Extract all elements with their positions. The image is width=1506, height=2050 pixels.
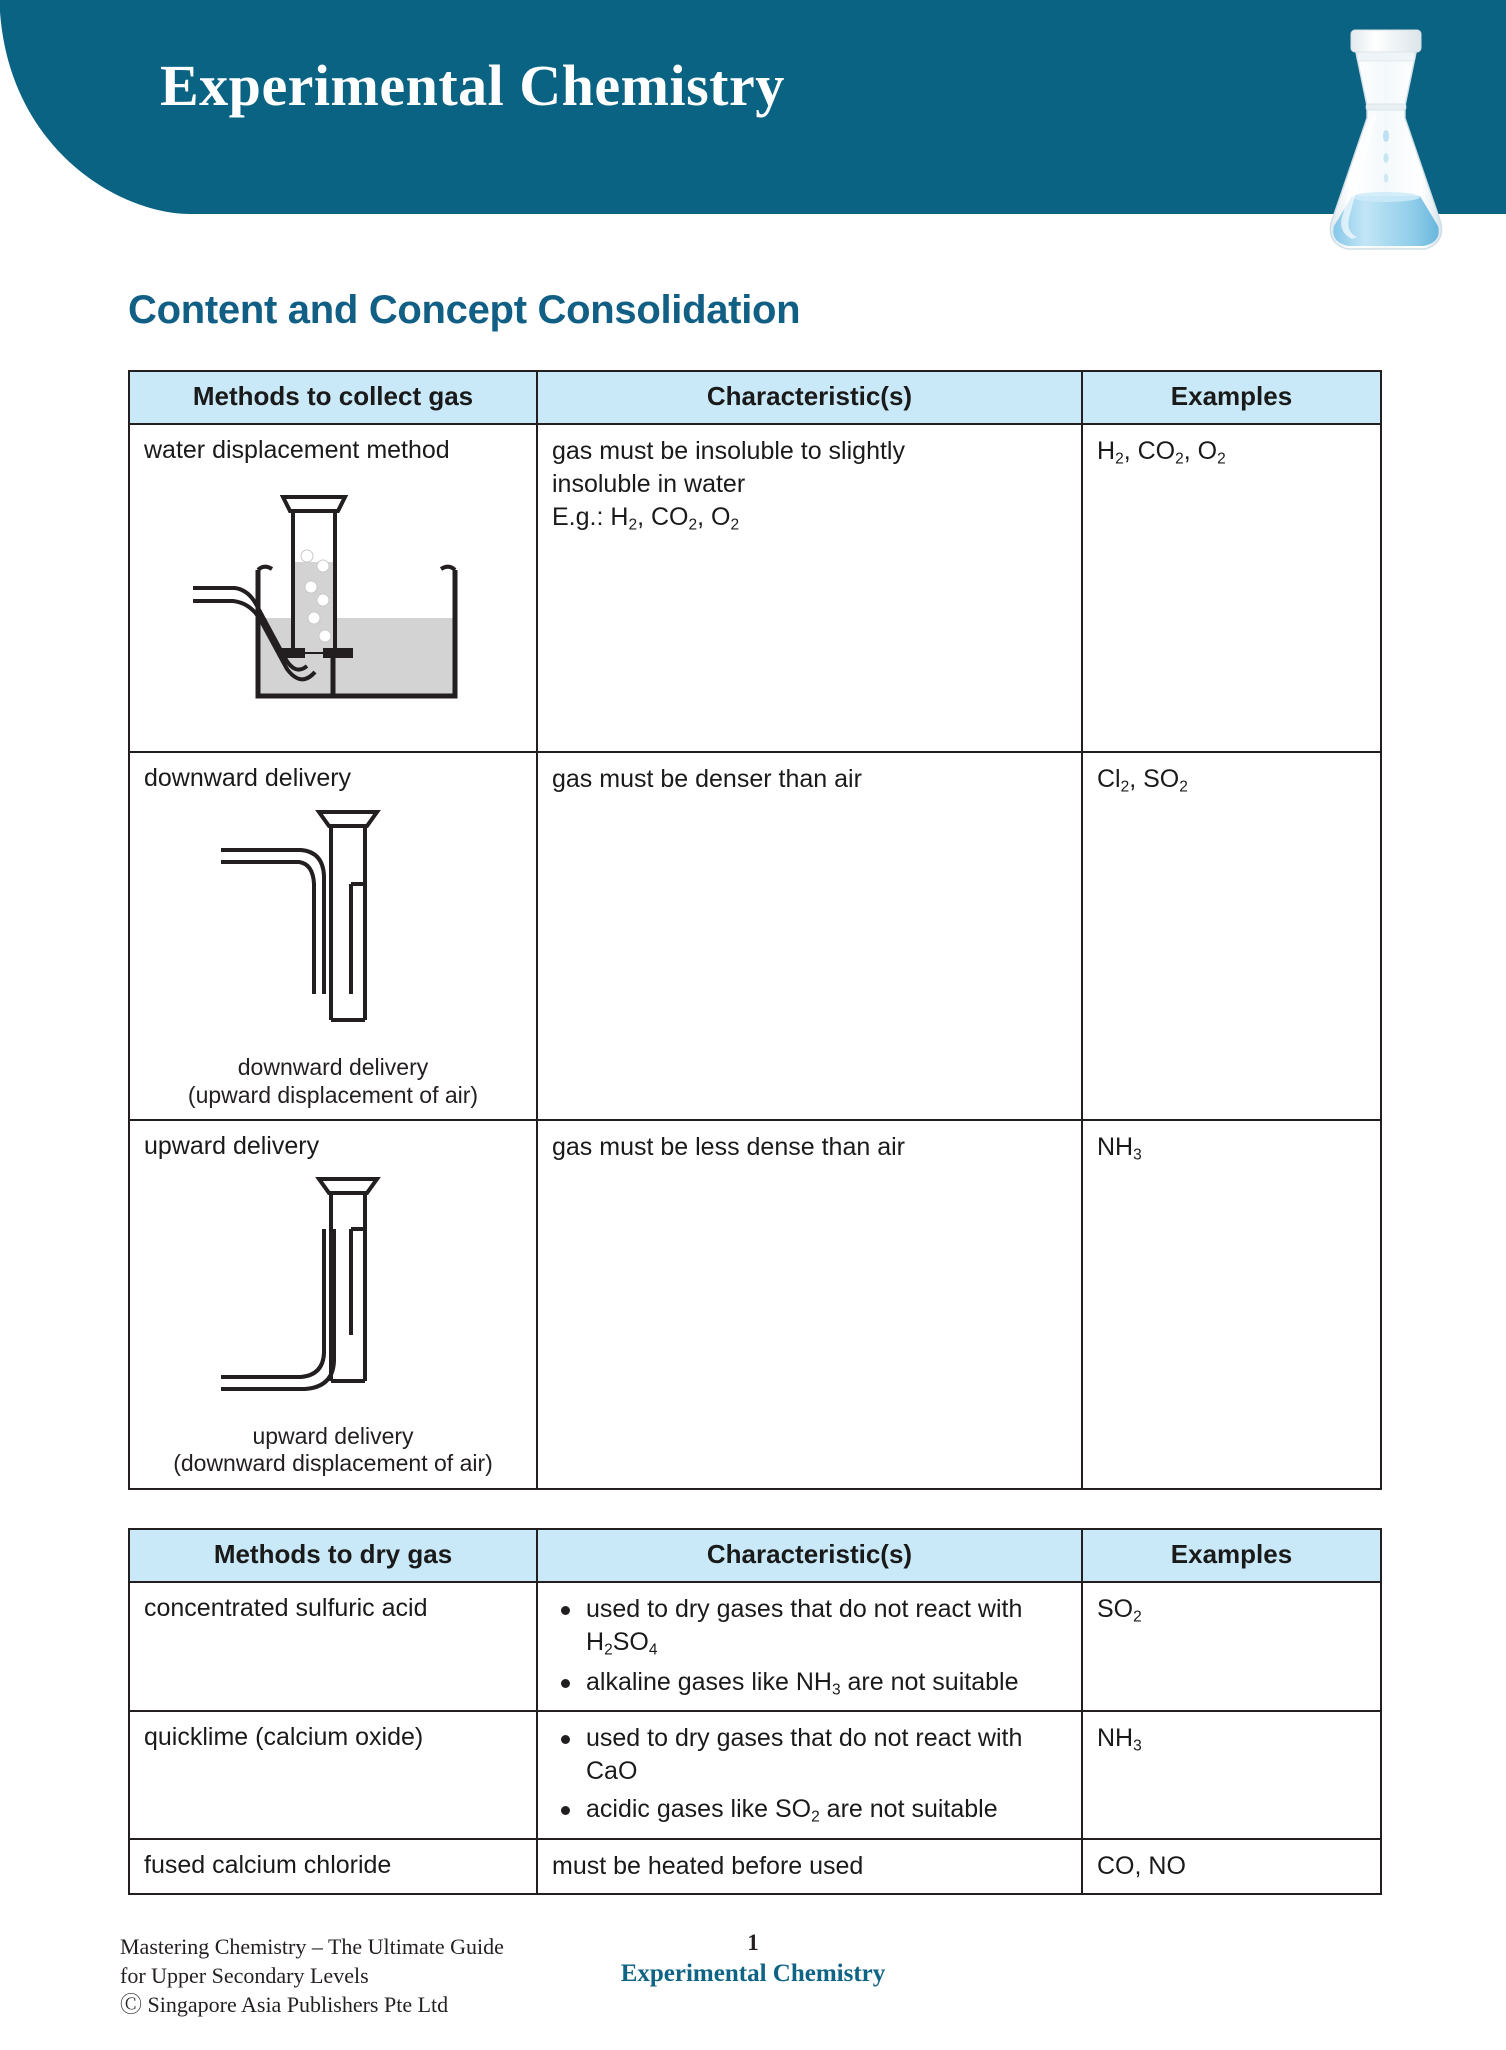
cell-characteristic-water-displacement (537, 424, 1082, 752)
footer-center-block (0, 1930, 1506, 1988)
characteristic-line-1: gas must be insoluble to slightly (552, 437, 905, 465)
footer-chapter-title: Experimental Chemistry (620, 1960, 886, 1987)
characteristic-line-2: insoluble in water (552, 470, 746, 498)
diagram-caption-line-1: downward delivery (237, 1054, 429, 1081)
bullet-item: alkaline gases like $NH_3$ are not suitable (586, 1666, 1067, 1700)
diagram-caption-line-2: (downward displacement of air) (173, 1450, 493, 1477)
method-label: water displacement method (144, 436, 450, 464)
characteristic-value: gas must be denser than air (552, 765, 862, 793)
footer-line-1: Mastering Chemistry – The Ultimate Guide (120, 1934, 504, 1959)
examples-value: $Cl_2$, $SO_2$ (1097, 765, 1188, 796)
water-displacement-apparatus-diagram (144, 470, 522, 727)
method-label: downward delivery (144, 764, 352, 792)
cell-examples-downward-delivery (1082, 752, 1381, 1120)
bullet-item: used to dry gases that do not react with $H_2SO_4$ (586, 1593, 1067, 1660)
methods-to-dry-gas-table (128, 1528, 1382, 1895)
section-heading: Content and Concept Consolidation (128, 288, 801, 332)
column-header-method: Methods to dry gas (129, 1529, 537, 1582)
examples-value: $NH_3$ (1097, 1724, 1142, 1755)
table-row (129, 424, 1381, 752)
cell-method-water-displacement (129, 424, 537, 752)
table-row (129, 1711, 1381, 1838)
conical-flask-icon (1321, 18, 1451, 263)
examples-value: $H_2$, $CO_2$, $O_2$ (1097, 437, 1226, 468)
characteristic-bullet-list (552, 1593, 1067, 1700)
characteristic-bullet-list (552, 1722, 1067, 1827)
page-header-banner (0, 0, 1506, 214)
table-header-row (129, 1529, 1381, 1582)
cell-examples-upward-delivery (1082, 1120, 1381, 1488)
footer-line-2: for Upper Secondary Levels (120, 1963, 369, 1989)
diagram-caption-line-1: upward delivery (252, 1422, 414, 1449)
eg-prefix: E.g.: (552, 503, 611, 531)
bullet-item: acidic gases like $SO_2$ are not suitable (586, 1793, 1067, 1827)
cell-characteristic-upward-delivery (537, 1120, 1082, 1488)
cell-method-calcium-chloride (129, 1839, 537, 1894)
diagram-caption-line-2: (upward displacement of air) (187, 1081, 479, 1108)
column-header-examples: Examples (1082, 1529, 1381, 1582)
cell-method-upward-delivery (129, 1120, 537, 1488)
characteristic-examples-line (552, 501, 1067, 536)
bullet-item: used to dry gases that do not react with CaO (586, 1722, 1067, 1787)
formula-list: $H_2$, $CO_2$, $O_2$ (610, 503, 740, 534)
method-label: concentrated sulfuric acid (144, 1594, 428, 1622)
column-header-characteristic: Characteristic(s) (537, 1529, 1082, 1582)
cell-method-downward-delivery (129, 752, 537, 1120)
method-label: upward delivery (144, 1132, 320, 1161)
downward-delivery-apparatus-diagram (144, 798, 522, 1050)
column-header-method: Methods to collect gas (129, 371, 537, 424)
examples-value: $NH_3$ (1097, 1133, 1142, 1164)
characteristic-value: must be heated before used (552, 1851, 864, 1880)
cell-characteristic-downward-delivery (537, 752, 1082, 1120)
page-number: 1 (747, 1930, 759, 1955)
upward-delivery-apparatus-diagram (144, 1167, 522, 1419)
cell-examples-quicklime (1082, 1711, 1381, 1838)
table-row (129, 1120, 1381, 1488)
method-label: quicklime (calcium oxide) (144, 1723, 424, 1752)
cell-characteristic-calcium-chloride (537, 1839, 1082, 1894)
examples-value: $SO_2$ (1097, 1595, 1142, 1626)
column-header-characteristic: Characteristic(s) (537, 371, 1082, 424)
column-header-examples: Examples (1082, 371, 1381, 424)
cell-characteristic-quicklime (537, 1711, 1082, 1838)
table-row (129, 1582, 1381, 1711)
table-row (129, 1839, 1381, 1894)
cell-characteristic-sulfuric-acid (537, 1582, 1082, 1711)
methods-to-collect-gas-table (128, 370, 1382, 1490)
cell-method-quicklime (129, 1711, 537, 1838)
cell-examples-sulfuric-acid (1082, 1582, 1381, 1711)
page-title: Experimental Chemistry (160, 53, 785, 118)
characteristic-value: gas must be less dense than air (552, 1133, 905, 1162)
cell-method-sulfuric-acid (129, 1582, 537, 1711)
cell-examples-calcium-chloride (1082, 1839, 1381, 1894)
cell-examples-water-displacement (1082, 424, 1381, 752)
footer-line-3: Ⓒ Singapore Asia Publishers Pte Ltd (120, 1992, 449, 2018)
table-row (129, 752, 1381, 1120)
examples-value: CO, NO (1097, 1851, 1186, 1880)
table-header-row (129, 371, 1381, 424)
diagram-caption (144, 1054, 522, 1109)
method-label: fused calcium chloride (144, 1850, 392, 1879)
diagram-caption (144, 1423, 522, 1478)
